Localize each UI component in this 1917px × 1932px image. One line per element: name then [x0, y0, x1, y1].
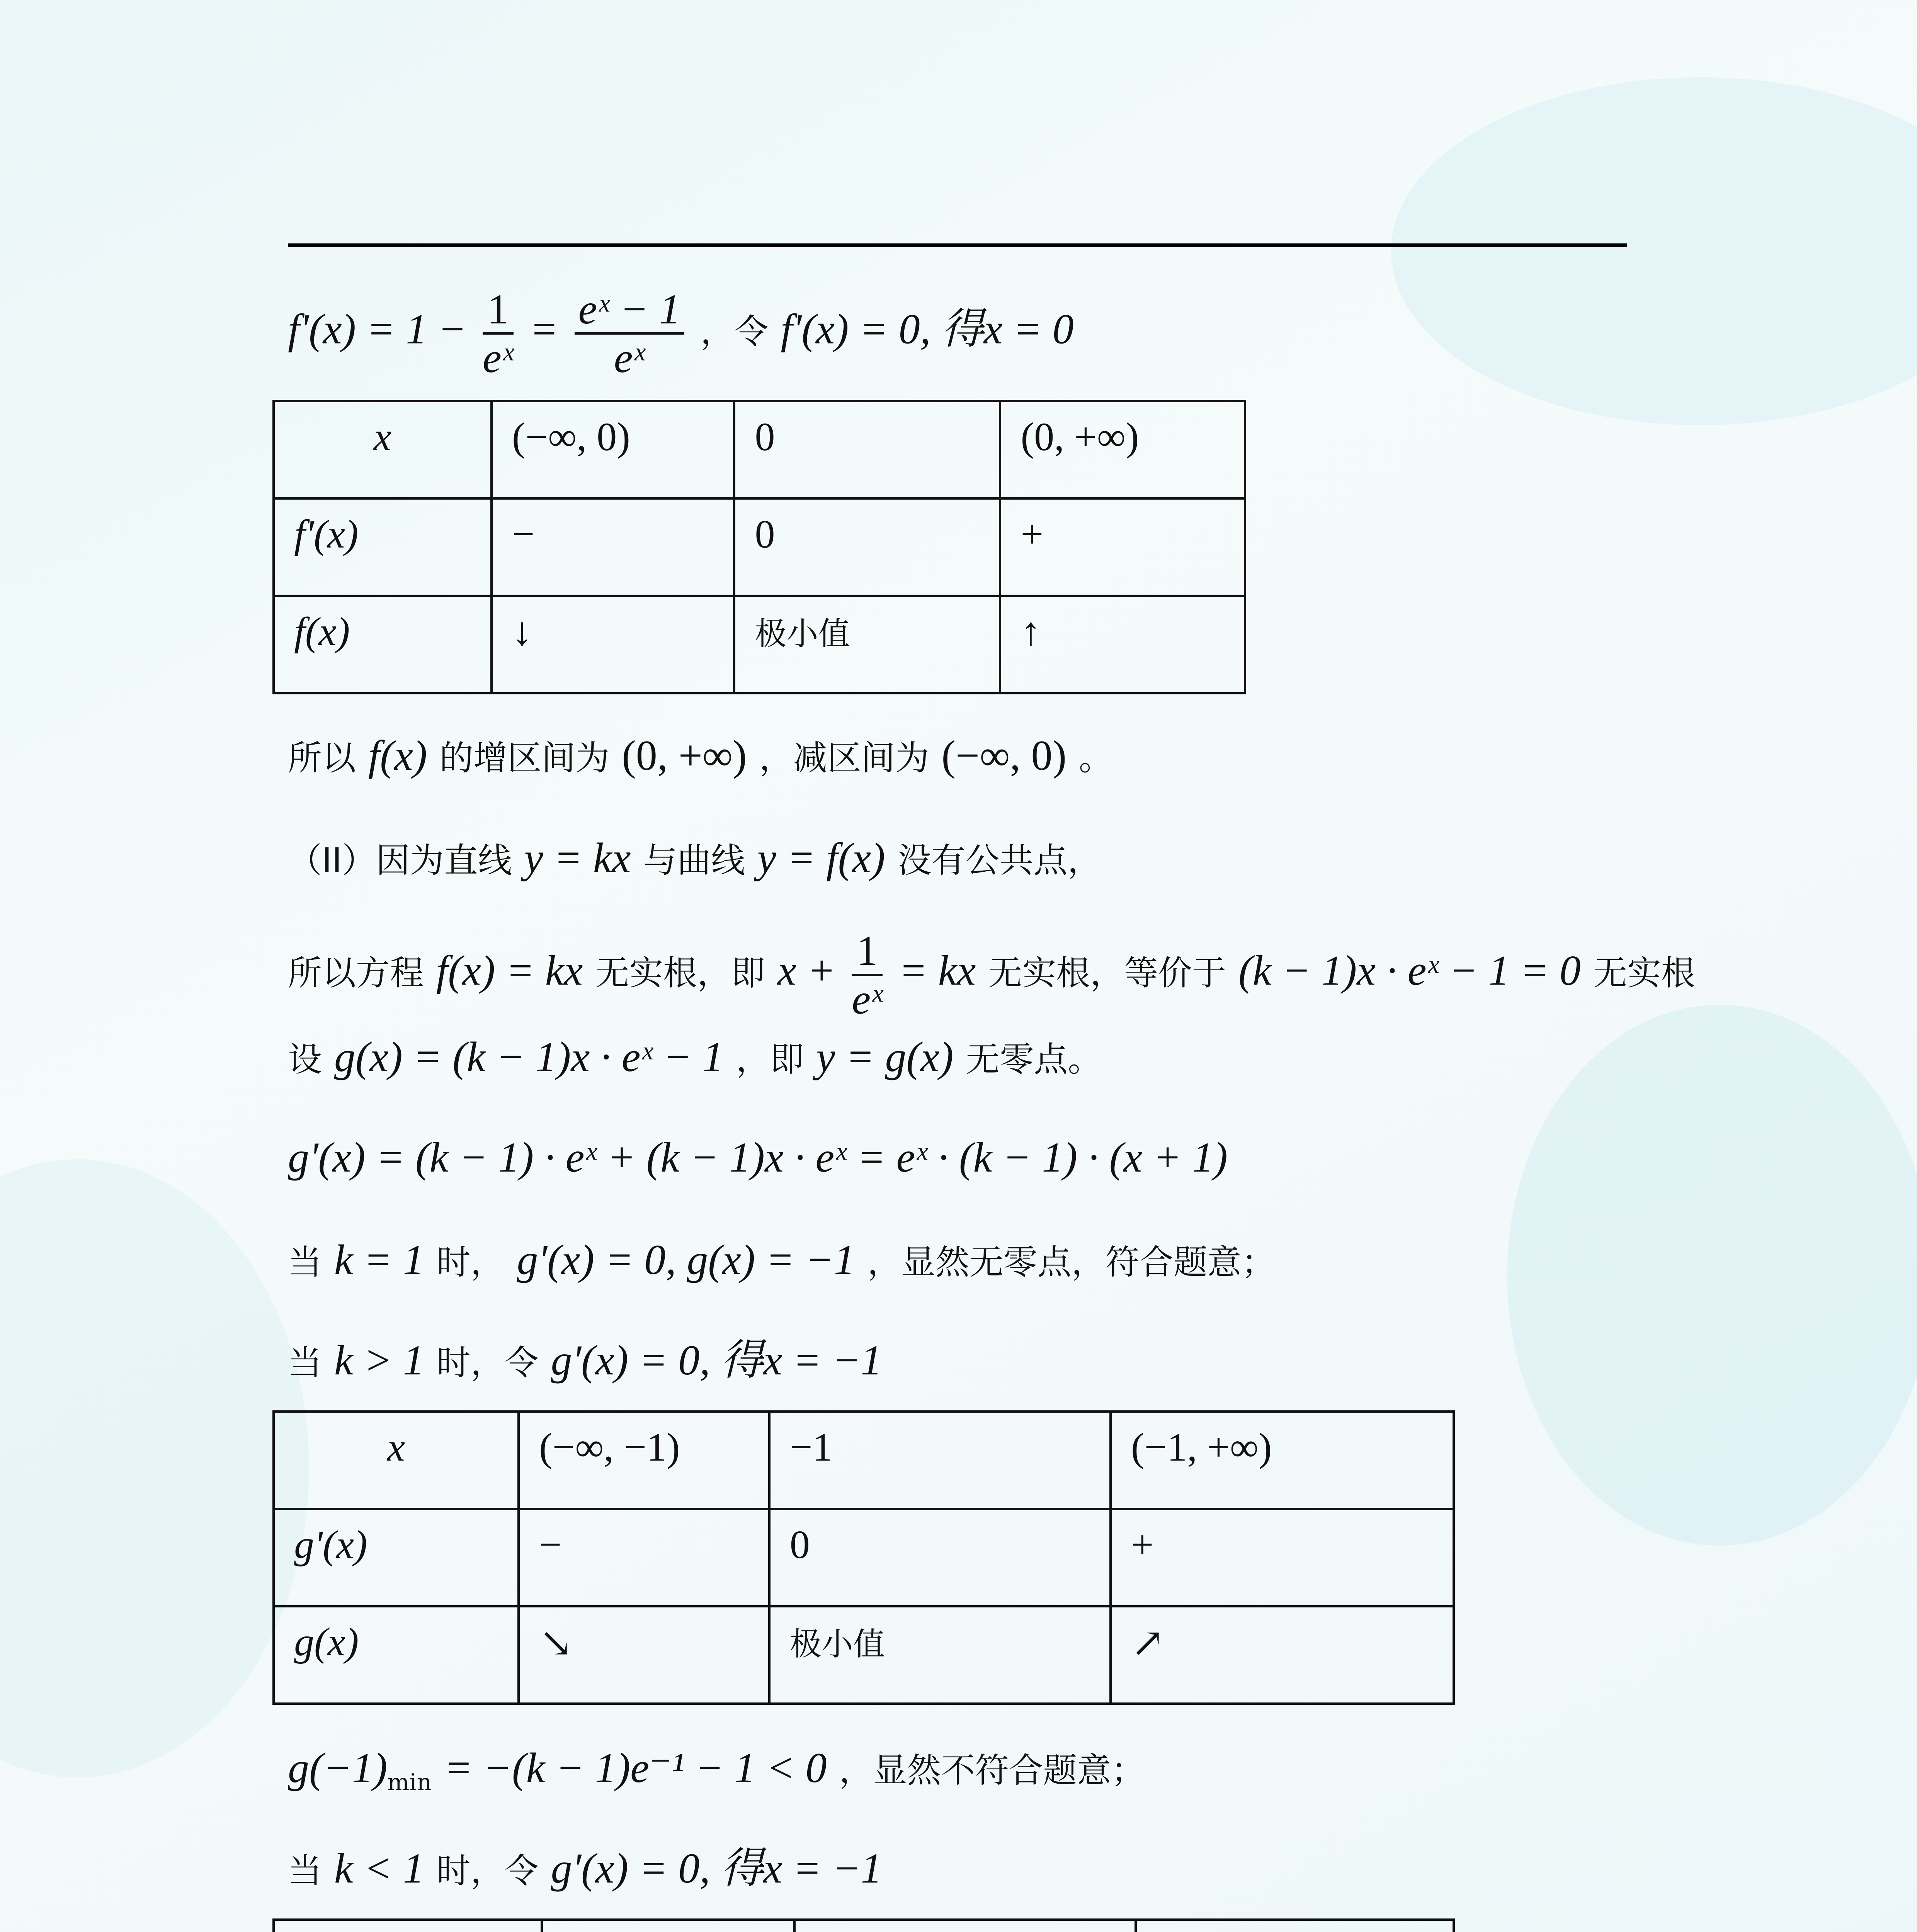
- table-cell: (0, +∞): [1000, 401, 1245, 498]
- table-row: [274, 1509, 1454, 1606]
- derivative-lhs: f'(x) = 1 −: [288, 305, 467, 353]
- variation-table-g-k-less-1: [272, 1918, 1455, 1932]
- table-cell: 极小值: [734, 596, 1000, 693]
- table-cell: x: [274, 1412, 519, 1509]
- table-cell: (−∞, −1): [519, 1412, 769, 1509]
- table-cell: +: [1111, 1509, 1454, 1606]
- fraction-ex-minus-1: $\frac{\text{eˣ − 1}}{\text{eˣ}}$: [575, 286, 684, 381]
- table-cell: 0: [769, 1509, 1111, 1606]
- table-cell: [794, 1920, 1136, 1932]
- fraction-1-over-ex: $\frac{1}{\text{eˣ}}$: [482, 286, 514, 381]
- table-cell: ↑: [1000, 596, 1245, 693]
- table-cell: 0: [734, 401, 1000, 498]
- table-cell: −1: [769, 1412, 1111, 1509]
- define-g-line: 设 g(x) = (k − 1)x · eˣ − 1 ，即 y = g(x) 无零点。: [288, 1033, 1102, 1080]
- table-cell: [274, 1920, 542, 1932]
- table-cell: ↘: [519, 1606, 769, 1704]
- table-cell: g(x): [274, 1606, 519, 1704]
- table-cell: f'(x): [274, 498, 492, 596]
- table-row: [274, 1920, 1454, 1932]
- table-cell: ↓: [492, 596, 735, 693]
- part-two-line: （II）因为直线 y = kx 与曲线 y = f(x) 没有公共点，: [288, 834, 1102, 881]
- table-cell: 0: [734, 498, 1000, 596]
- derivative-zero-condition: f'(x) = 0, 得x = 0: [781, 305, 1074, 353]
- table-row: [274, 1606, 1454, 1704]
- table-cell: ↗: [1111, 1606, 1454, 1704]
- table-cell: −: [519, 1509, 769, 1606]
- table-row: [274, 401, 1245, 498]
- case-k-less-1-line: 当 k < 1 时，令 g'(x) = 0, 得x = −1: [288, 1845, 882, 1892]
- variation-table-f: [272, 400, 1246, 694]
- table-cell: +: [1000, 498, 1245, 596]
- table-cell: 极小值: [769, 1606, 1111, 1704]
- variation-table-g-k-greater-1: [272, 1410, 1455, 1705]
- table-cell: x: [274, 401, 492, 498]
- table-cell: f(x): [274, 596, 492, 693]
- derivative-line: f'(x) = 1 − $\frac{1}{\text{eˣ}}$ = $\frac{\text{eˣ − 1}}{\text{eˣ}}$ ，令 f'(x) = 0, 得x = 0: [288, 286, 1074, 381]
- fraction-1-over-ex: $\frac{1}{\text{eˣ}}$: [852, 927, 883, 1023]
- table-cell: [542, 1920, 794, 1932]
- case-k-equals-1-line: 当 k = 1 时， g'(x) = 0, g(x) = −1 ，显然无零点，符合题意；: [288, 1236, 1276, 1283]
- table-row: [274, 498, 1245, 596]
- table-cell: [1136, 1920, 1454, 1932]
- case-k-greater-1-line: 当 k > 1 时，令 g'(x) = 0, 得x = −1: [288, 1337, 882, 1384]
- g-min-line: $g(-1)_{min} = -(k - 1)e^{-1} - 1 < 0$ ，显然不符合题意；: [288, 1744, 1145, 1796]
- header-rule: [288, 243, 1627, 247]
- table-row: [274, 596, 1245, 693]
- table-cell: (−1, +∞): [1111, 1412, 1454, 1509]
- equivalence-line: 所以方程 f(x) = kx 无实根，即 x + $\frac{1}{\text{eˣ}}$ = kx 无实根，等价于 (k − 1)x · eˣ − 1 = 0 无实根: [288, 927, 1695, 1023]
- monotonic-interval-line: 所以 f(x) 的增区间为 (0, +∞) ，减区间为 (−∞, 0) 。: [288, 732, 1113, 779]
- table-cell: (−∞, 0): [492, 401, 735, 498]
- table-row: [274, 1412, 1454, 1509]
- table-cell: −: [492, 498, 735, 596]
- g-derivative-line: g'(x) = (k − 1) · eˣ + (k − 1)x · eˣ = eˣ · (k − 1) · (x + 1): [288, 1134, 1228, 1181]
- table-cell: g'(x): [274, 1509, 519, 1606]
